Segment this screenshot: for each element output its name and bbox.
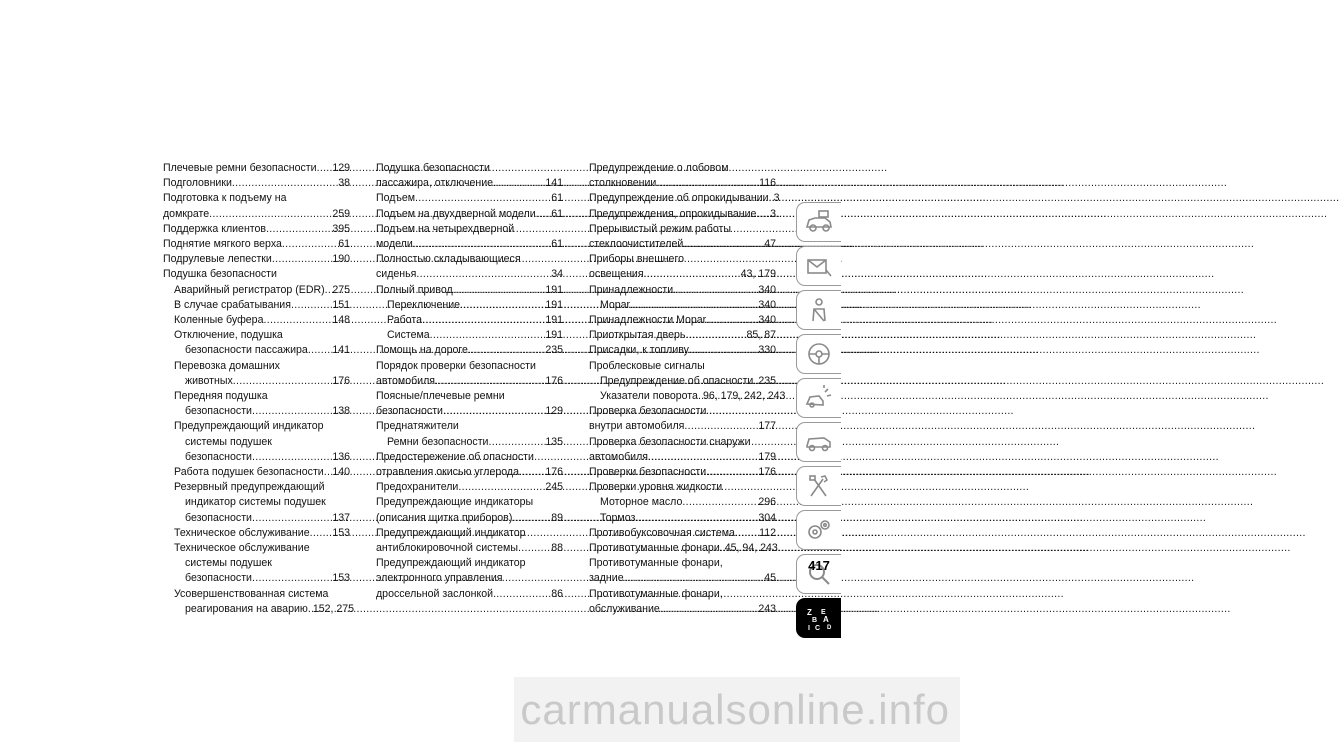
page-ref: 191 xyxy=(545,314,563,327)
index-heading: Предостережение об опасности xyxy=(376,450,534,463)
entry-text: Подголовники xyxy=(163,177,232,190)
index-entry xyxy=(376,541,563,556)
entry-text: Приоткрытая дверь xyxy=(589,329,686,342)
page-ref: 177 xyxy=(758,420,776,433)
entry-text: дроссельной заслонкой xyxy=(376,587,494,600)
page-ref: 85, 87 xyxy=(746,329,776,342)
entry-text: Предупреждение об опасности xyxy=(600,374,754,387)
page-ref: 395 xyxy=(332,222,350,235)
index-entry xyxy=(589,267,776,282)
page-ref: 112 xyxy=(759,526,776,539)
index-entry xyxy=(376,207,563,222)
dot-leader xyxy=(232,176,337,191)
tab-instrument-panel[interactable] xyxy=(796,246,841,286)
entry-text: Поддержка клиентов xyxy=(163,222,267,235)
entry-text: Присадки, к топливу xyxy=(589,344,689,357)
index-heading: электронного управления xyxy=(376,572,503,585)
page-ref: 245 xyxy=(545,481,563,494)
page-ref: 152, 275 xyxy=(312,602,355,615)
dot-leader xyxy=(660,602,758,617)
index-heading: системы подушек xyxy=(185,435,272,448)
page-ref: 34 xyxy=(551,268,563,281)
index-heading: Передняя подушка xyxy=(174,390,268,403)
entry-text: Поднятие мягкого верха xyxy=(163,238,282,251)
page-ref: 340 xyxy=(758,283,776,296)
watermark: carmanualsonline.info xyxy=(514,677,960,742)
page-ref: 140 xyxy=(332,466,350,479)
entry-text: Ремни безопасности xyxy=(387,435,489,448)
tab-multimedia[interactable] xyxy=(796,510,841,550)
dot-leader xyxy=(656,176,758,191)
index-column-3 xyxy=(589,161,786,617)
index-heading: индикатор системы подушек xyxy=(185,496,326,509)
page-ref: 296 xyxy=(758,496,776,509)
index-entry xyxy=(376,511,563,526)
index-heading: Предупреждающий индикатор xyxy=(174,420,324,433)
index-entry xyxy=(163,176,350,191)
svg-text:D: D xyxy=(827,625,832,631)
page-ref: 96, 179, 242, 243 xyxy=(702,390,786,403)
page-ref: 176 xyxy=(332,374,350,387)
chapter-tabs xyxy=(796,202,842,642)
tab-index[interactable] xyxy=(796,598,841,638)
index-entry xyxy=(376,374,563,389)
index-heading: Прерывистый режим работы xyxy=(589,222,731,235)
dot-leader xyxy=(673,283,757,298)
dot-leader xyxy=(756,207,769,222)
dot-leader xyxy=(518,541,550,556)
page-ref: 45, 94, 243 xyxy=(724,542,778,555)
index-heading: Подушка безопасности xyxy=(376,162,490,174)
index-heading: Проверки уровня жидкости xyxy=(589,481,723,494)
entry-text: Полный привод xyxy=(376,283,453,296)
entry-text: задние xyxy=(589,572,624,585)
index-heading: Предупреждающий индикатор xyxy=(376,557,526,570)
index-entry xyxy=(589,328,776,343)
svg-text:I: I xyxy=(808,625,810,632)
dot-leader xyxy=(706,313,757,328)
index-heading: Порядок проверки безопасности xyxy=(376,359,536,372)
page-ref: 61 xyxy=(551,192,563,205)
tab-getting-to-know[interactable] xyxy=(796,202,841,242)
page-ref: 340 xyxy=(758,298,776,311)
dot-leader xyxy=(308,343,331,358)
svg-text:A: A xyxy=(823,615,829,624)
entry-text: домкрате xyxy=(163,207,210,220)
page-number: 417 xyxy=(808,558,830,573)
index-entry xyxy=(376,328,563,343)
entry-text: стеклоочистителей xyxy=(589,238,684,251)
index-heading: Подготовка к подъему на xyxy=(163,192,287,205)
page-ref: 61 xyxy=(338,238,350,251)
index-entry xyxy=(163,374,350,389)
entry-text: Предупреждение об опрокидывании xyxy=(589,192,769,205)
entry-text: Коленные буфера xyxy=(174,314,264,327)
index-entry xyxy=(163,511,350,526)
index-entry xyxy=(589,450,776,465)
tab-safety[interactable] xyxy=(796,290,841,330)
car-service-icon xyxy=(804,428,834,456)
entry-text: автомобиля xyxy=(589,450,648,463)
svg-text:E: E xyxy=(821,609,826,616)
dot-leader xyxy=(683,237,763,252)
page-ref: 176 xyxy=(758,466,776,479)
dot-leader xyxy=(209,207,331,222)
index-heading: Подушка безопасности xyxy=(163,268,277,281)
index-heading: Поясные/плечевые ремни xyxy=(376,390,505,403)
page-ref: 3 xyxy=(770,207,776,220)
index-column-2 xyxy=(376,161,563,602)
page-ref: 88 xyxy=(551,542,563,555)
index-entry xyxy=(376,587,563,602)
index-entry xyxy=(589,374,776,389)
page-ref: 135 xyxy=(545,435,563,448)
seatbelt-icon xyxy=(804,296,834,324)
page-ref: 304 xyxy=(758,511,776,524)
index-entry xyxy=(376,313,563,328)
dot-leader xyxy=(252,450,331,465)
dot-leader xyxy=(493,587,550,602)
page-ref: 235 xyxy=(758,374,777,387)
dot-leader xyxy=(706,465,757,480)
entry-text: Противобуксовочная система xyxy=(589,526,735,539)
page-ref: 179 xyxy=(758,450,776,463)
crash-icon xyxy=(804,384,834,412)
gears-icon xyxy=(804,516,834,544)
dot-leader xyxy=(519,465,544,480)
svg-text:B: B xyxy=(812,617,818,624)
entry-text: Предохранители xyxy=(376,481,459,494)
page-ref: 148 xyxy=(332,314,350,327)
dot-leader xyxy=(416,267,550,282)
entry-text: Моторное масло xyxy=(600,496,683,509)
index-entry xyxy=(589,526,776,541)
dot-leader xyxy=(685,328,745,343)
entry-text: (описания щитка приборов) xyxy=(376,511,513,524)
index-heading: Проблесковые сигналы xyxy=(589,359,705,372)
dot-leader xyxy=(422,313,544,328)
dot-leader xyxy=(413,237,550,252)
dot-leader xyxy=(282,237,337,252)
entry-text: В случае срабатывания xyxy=(174,298,291,311)
tools-icon xyxy=(804,472,834,500)
dot-leader xyxy=(310,526,332,541)
dot-leader xyxy=(291,298,331,313)
page-ref: 138 xyxy=(332,405,350,418)
page-ref: 153 xyxy=(332,572,350,585)
dot-leader xyxy=(536,207,551,222)
dot-leader xyxy=(317,161,332,176)
dot-leader xyxy=(635,511,757,526)
entry-text: реагирования на аварию xyxy=(185,602,308,615)
page-ref: 61 xyxy=(551,207,563,220)
dot-leader xyxy=(512,511,550,526)
index-entry xyxy=(589,283,776,298)
page-ref: 176 xyxy=(545,374,563,387)
entry-text: Тормоз xyxy=(600,511,636,524)
page-ref: 89 xyxy=(551,511,563,524)
dot-leader xyxy=(435,374,544,389)
index-entry xyxy=(376,283,563,298)
dot-leader xyxy=(644,267,740,282)
dot-leader xyxy=(430,328,545,343)
tab-tech-specs[interactable] xyxy=(796,466,841,506)
index-entry xyxy=(589,298,776,313)
index-entry xyxy=(589,389,786,404)
steering-wheel-icon xyxy=(804,340,834,368)
index-entry xyxy=(589,207,776,222)
entry-text: Система xyxy=(387,329,430,342)
entry-text: Противотуманные фонари xyxy=(589,542,720,555)
index-heading: Противотуманные фонари, xyxy=(589,587,723,600)
page-ref: 259 xyxy=(332,207,350,220)
entry-text: Предупреждения, опрокидывание xyxy=(589,207,757,220)
index-heading: Отключение, подушка xyxy=(174,329,283,342)
dot-leader xyxy=(468,343,544,358)
dot-leader xyxy=(458,480,544,495)
dot-leader xyxy=(324,465,332,480)
page-ref: 129 xyxy=(332,162,350,174)
index-heading: Предупреждающие индикаторы xyxy=(376,496,534,509)
page-ref: 137 xyxy=(332,511,350,524)
mail-icon xyxy=(804,252,834,280)
dot-leader xyxy=(648,450,757,465)
index-entry xyxy=(589,176,776,191)
entry-text: освещения xyxy=(589,268,644,281)
index-entry xyxy=(163,450,350,465)
index-entry xyxy=(376,343,563,358)
index-heading: Предупреждающий индикатор xyxy=(376,526,526,539)
dot-leader xyxy=(493,176,544,191)
dot-leader xyxy=(689,343,757,358)
index-entry xyxy=(163,237,350,252)
entry-text: безопасности xyxy=(376,405,443,418)
page-ref: 45 xyxy=(764,572,776,585)
entry-text: Помощь на дороге xyxy=(376,344,468,357)
index-heading: Перевозка домашних xyxy=(174,359,280,372)
page-ref: 129 xyxy=(545,405,563,418)
index-heading: Предупреждение о лобовом xyxy=(589,162,729,174)
dot-leader xyxy=(252,511,331,526)
index-heading: Преднатяжители xyxy=(376,420,459,433)
index-entry xyxy=(163,283,350,298)
entry-text: Проверки безопасности xyxy=(589,466,707,479)
index-heading: Противотуманные фонари, xyxy=(589,557,723,570)
index-column-1 xyxy=(163,161,355,617)
dot-leader xyxy=(684,419,757,434)
index-entry xyxy=(376,176,563,191)
entry-text: Принадлежности Mopar xyxy=(589,314,707,327)
dot-leader xyxy=(630,298,757,313)
entry-text: Подъем на двухдверной модели xyxy=(376,207,536,220)
page-ref: 153 xyxy=(332,526,350,539)
entry-text: безопасности xyxy=(185,511,252,524)
entry-text: сиденья xyxy=(376,268,417,281)
entry-text: безопасности пассажира xyxy=(185,344,308,357)
index-entry xyxy=(589,237,776,252)
index-entry xyxy=(376,267,563,282)
entry-text: Плечевые ремни безопасности xyxy=(163,162,317,174)
index-entry xyxy=(163,207,350,222)
dot-leader xyxy=(624,571,764,586)
page-ref: 176 xyxy=(545,466,563,479)
index-heading: Техническое обслуживание xyxy=(174,542,310,555)
index-entry xyxy=(376,435,563,450)
entry-text: антиблокировочной системы xyxy=(376,542,518,555)
index-entry xyxy=(589,191,780,206)
index-entry xyxy=(376,298,563,313)
index-entry xyxy=(589,511,776,526)
dot-leader xyxy=(272,252,331,267)
dot-leader xyxy=(266,222,331,237)
index-entry xyxy=(589,465,776,480)
entry-text: Аварийный регистратор (EDR) xyxy=(174,283,325,296)
index-heading: системы подушек xyxy=(185,557,272,570)
index-entry xyxy=(163,222,350,237)
entry-text: безопасности xyxy=(185,405,252,418)
tab-servicing[interactable] xyxy=(796,422,841,462)
index-entry xyxy=(589,571,776,586)
tab-starting-operating[interactable] xyxy=(796,334,841,374)
index-entry xyxy=(163,526,350,541)
index-entry xyxy=(163,465,350,480)
dot-leader xyxy=(263,313,331,328)
entry-text: Подъем xyxy=(376,192,416,205)
svg-text:C: C xyxy=(815,625,821,632)
dot-leader xyxy=(252,571,331,586)
entry-text: Техническое обслуживание xyxy=(174,526,310,539)
dot-leader xyxy=(460,298,544,313)
index-entry xyxy=(589,343,776,358)
page-ref: 136 xyxy=(332,450,350,463)
entry-text: отравления окисью углерода xyxy=(376,466,519,479)
page-ref: 191 xyxy=(545,298,563,311)
entry-text: Mopar xyxy=(600,298,631,311)
dot-leader xyxy=(252,404,331,419)
car-info-icon xyxy=(804,208,834,236)
entry-text: модели xyxy=(376,238,413,251)
index-entry xyxy=(589,495,776,510)
page-ref: 86 xyxy=(551,587,563,600)
index-entry xyxy=(376,465,563,480)
page-ref: 151 xyxy=(332,298,350,311)
index-heading: Проверка безопасности xyxy=(589,405,707,418)
page-ref: 38 xyxy=(338,177,350,190)
index-entry xyxy=(163,343,350,358)
dot-leader xyxy=(233,374,332,389)
page-ref: 190 xyxy=(332,253,350,266)
index-heading: Проверка безопасности снаружи xyxy=(589,435,751,448)
entry-text: Принадлежности xyxy=(589,283,674,296)
index-entry xyxy=(163,404,350,419)
page-ref: 191 xyxy=(545,329,563,342)
entry-text: Работа подушек безопасности xyxy=(174,466,324,479)
page-ref: 47 xyxy=(764,238,776,251)
index-heading: Полностью складывающиеся xyxy=(376,253,521,266)
page-ref: 340 xyxy=(758,314,776,327)
page-ref: 3 xyxy=(773,192,780,205)
page-ref: 116 xyxy=(759,177,776,190)
page-ref: 330 xyxy=(758,344,776,357)
page-ref: 141 xyxy=(545,177,563,190)
dot-leader xyxy=(735,526,758,541)
dot-leader xyxy=(443,404,544,419)
page-ref: 141 xyxy=(332,344,350,357)
entry-text: автомобиля xyxy=(376,374,435,387)
entry-text: безопасности xyxy=(185,572,252,585)
page-ref: 235 xyxy=(545,344,563,357)
dot-leader xyxy=(415,191,550,206)
entry-text: обслуживание xyxy=(589,602,660,615)
index-entry xyxy=(589,602,776,617)
page-ref: 61 xyxy=(551,238,563,251)
index-entry xyxy=(163,161,350,176)
dot-leader xyxy=(325,283,332,298)
index-entry xyxy=(589,313,776,328)
index-entry xyxy=(163,602,355,617)
index-heading: Подъем на четырехдверной xyxy=(376,222,515,235)
index-entry xyxy=(376,237,563,252)
tab-emergency[interactable] xyxy=(796,378,841,418)
svg-text:Z: Z xyxy=(807,608,812,617)
dot-leader xyxy=(682,495,757,510)
index-heading: Приборы внешнего xyxy=(589,253,684,266)
index-entry xyxy=(163,313,350,328)
entry-text: безопасности xyxy=(185,450,252,463)
index-entry xyxy=(589,541,776,556)
index-entry xyxy=(376,404,563,419)
entry-text: пассажира, отключение xyxy=(376,177,494,190)
index-entry xyxy=(376,191,563,206)
page-ref: 275 xyxy=(332,283,350,296)
index-entry xyxy=(163,571,350,586)
page-ref: 43, 179 xyxy=(740,268,776,281)
page-ref: 191 xyxy=(545,283,563,296)
index-entry xyxy=(376,480,563,495)
dot-leader xyxy=(453,283,545,298)
entry-text: Переключение xyxy=(387,298,461,311)
entry-text: внутри автомобиля xyxy=(589,420,685,433)
index-entry xyxy=(163,298,350,313)
entry-text: Работа xyxy=(387,314,422,327)
entry-text: животных xyxy=(185,374,233,387)
entry-text: столкновении xyxy=(589,177,657,190)
dot-leader xyxy=(488,435,544,450)
entry-text: Указатели поворота xyxy=(600,390,698,403)
page-ref: 243 xyxy=(758,602,776,615)
index-heading: Резервный предупреждающий xyxy=(174,481,325,494)
index-entry xyxy=(163,252,350,267)
index-entry xyxy=(589,419,776,434)
entry-text: Подрулевые лепестки xyxy=(163,253,272,266)
index-heading: Усовершенствованная система xyxy=(174,587,329,600)
alphabet-index-icon xyxy=(804,604,834,632)
